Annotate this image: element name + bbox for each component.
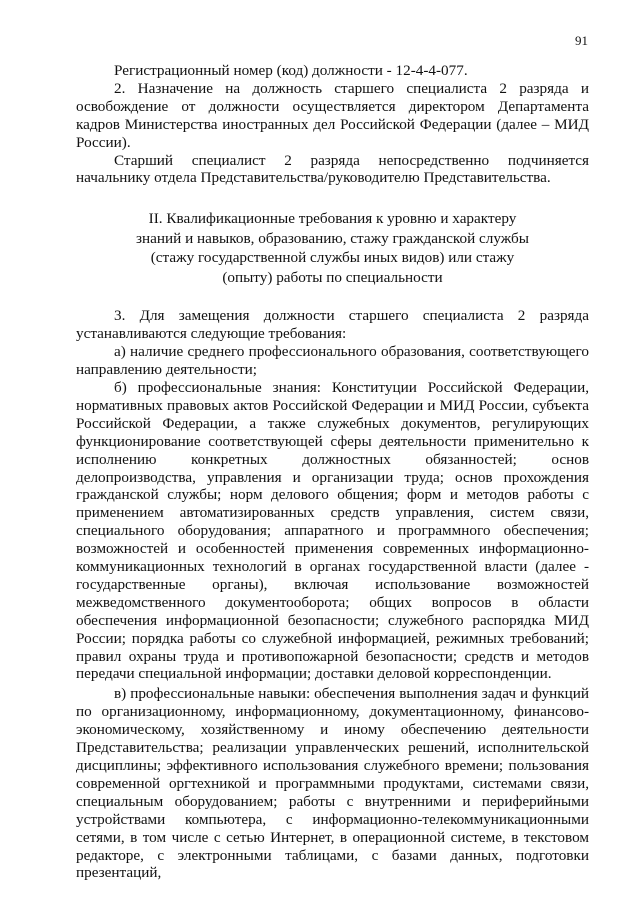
section-heading-line: II. Квалификационные требования к уровню и характеру [148, 210, 517, 228]
subordination-paragraph: Старший специалист 2 разряда непосредственно подчиняется начальнику отдела Представительства/руководителю Представительства. [76, 151, 589, 187]
section-heading [76, 209, 589, 287]
registration-number-paragraph: Регистрационный номер (код) должности - 12-4-4-077. [114, 62, 468, 79]
requirement-item-v: в) профессиональные навыки: обеспечения выполнения задач и функций по организационному, информационному, документационному, финансово-экономическому, хозяйственному и иному обеспечению деятельности Представительства; реализации управленческих решений, исполнительской дисциплины; эффективного использования служебного времени; пользования современной оргтехникой и программными продуктами, системами связи, специальным оборудованием; работы с внутренними и периферийными устройствами компьютера, с информационно-телекоммуникационными сетями, в том числе с сетью Интернет, в операционной системе, в текстовом редакторе, с электронными таблицами, с базами данных, подготовки презентаций, [76, 685, 589, 882]
section-heading-line: знаний и навыков, образованию, стажу гражданской службы [136, 229, 529, 247]
appointment-paragraph: 2. Назначение на должность старшего специалиста 2 разряда и освобождение от должности осуществляется директором Департамента кадров Министерства иностранных дел Российской Федерации (далее – МИД России). [76, 79, 589, 151]
requirement-item-a: а) наличие среднего профессионального образования, соответствующего направлению деятельности; [76, 343, 589, 379]
section-heading-line: (стажу государственной службы иных видов) или стажу [150, 249, 515, 267]
requirement-item-b: б) профессиональные знания: Конституции Российской Федерации, нормативных правовых актов Российской Федерации и МИД России, субъекта Российской Федерации, а также служебных документов, регулирующих функционирование соответствующей сферы деятельности применительно к исполнению конкретных должностных обязанностей; основ делопроизводства, управления и организации труда; основ прохождения гражданской службы; норм делового общения; форм и методов работы с применением автоматизированных средств управления, систем связи, специального оборудования; аппаратного и программного обеспечения; возможностей и особенностей применения современных информационно-коммуникационных технологий в органах государственной власти (далее - государственные органы), включая использование возможностей межведомственного документооборота; общих вопросов в области обеспечения информационной безопасности; служебного распорядка МИД России; порядка работы со служебной информацией, режимных требований; правил охраны труда и противопожарной безопасности; средств и методов передачи специальной информации; доставки деловой корреспонденции. [76, 378, 589, 683]
requirements-intro-paragraph: 3. Для замещения должности старшего специалиста 2 разряда устанавливаются следующие требования: [76, 307, 589, 343]
section-heading-line: (опыту) работы по специальности [222, 268, 443, 286]
page-number: 91 [575, 33, 588, 48]
document-body [76, 62, 589, 882]
